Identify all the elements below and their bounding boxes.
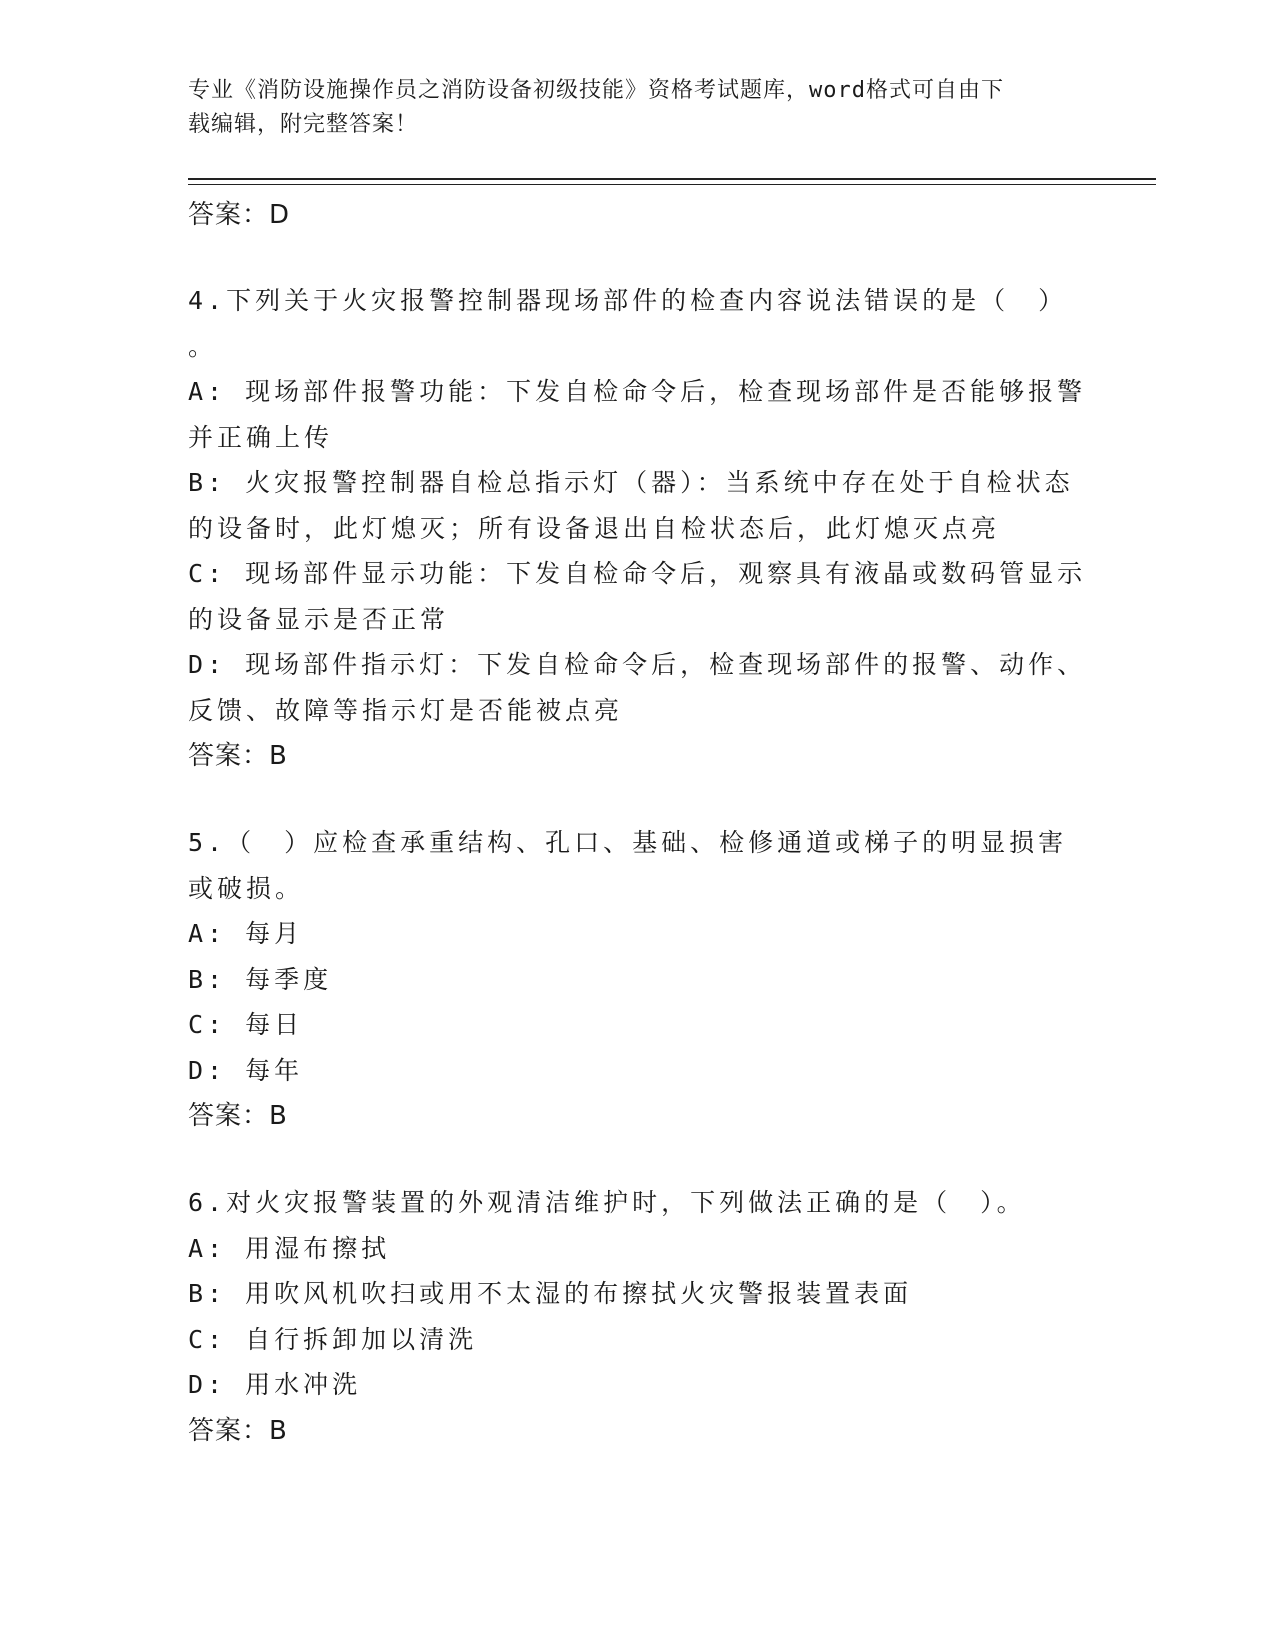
previous-answer: 答案：D xyxy=(188,200,291,230)
question-6-option-a: A: 用湿布擦拭 xyxy=(188,1233,391,1263)
question-4-option-b-line-1: B: 火灾报警控制器自检总指示灯（器）：当系统中存在处于自检状态 xyxy=(188,468,1074,497)
question-6 xyxy=(188,1180,1088,1454)
question-5-answer: 答案：B xyxy=(188,1101,288,1131)
question-4-option-a-line-1: A: 现场部件报警功能：下发自检命令后，检查现场部件是否能够报警 xyxy=(188,377,1087,406)
question-5-option-d: D: 每年 xyxy=(188,1055,304,1085)
question-4-option-c-line-1: C: 现场部件显示功能：下发自检命令后，观察具有液晶或数码管显示 xyxy=(188,559,1087,588)
header-divider-thin xyxy=(188,184,1156,185)
question-6-option-d: D: 用水冲洗 xyxy=(188,1370,362,1399)
question-4-option-b-line-2: 的设备时，此灯熄灭；所有设备退出自检状态后，此灯熄灭点亮 xyxy=(188,513,1001,543)
question-5-option-a: A: 每月 xyxy=(188,919,304,948)
question-5-option-c: C: 每日 xyxy=(188,1010,304,1039)
header-line-2: 载编辑，附完整答案！ xyxy=(188,112,419,137)
question-4-stem-line-2: 。 xyxy=(188,331,218,361)
question-4-option-d-line-2: 反馈、故障等指示灯是否能被点亮 xyxy=(188,695,624,725)
question-4-option-d-line-1: D: 现场部件指示灯：下发自检命令后，检查现场部件的报警、动作、 xyxy=(188,650,1087,679)
question-4 xyxy=(188,278,1088,779)
question-4-answer: 答案：B xyxy=(188,741,288,771)
header-divider-thick xyxy=(188,178,1156,180)
question-5-stem-line-2: 或破损。 xyxy=(188,873,305,903)
question-list xyxy=(188,192,1088,1454)
document-header xyxy=(188,74,1068,142)
question-5-stem-line-1: 5.（ ）应检查承重结构、孔口、基础、检修通道或梯子的明显损害 xyxy=(188,828,1068,857)
header-line-1: 专业《消防设施操作员之消防设备初级技能》资格考试题库，word格式可自由下 xyxy=(188,78,1004,103)
question-4-option-a-line-2: 并正确上传 xyxy=(188,422,334,452)
question-6-stem-line-1: 6.对火灾报警装置的外观清洁维护时，下列做法正确的是（ ）。 xyxy=(188,1188,1026,1217)
question-4-option-c-line-2: 的设备显示是否正常 xyxy=(188,604,450,634)
question-6-option-c: C: 自行拆卸加以清洗 xyxy=(188,1324,478,1354)
question-6-option-b: B: 用吹风机吹扫或用不太湿的布擦拭火灾警报装置表面 xyxy=(188,1279,913,1308)
question-4-stem-line-1: 4.下列关于火灾报警控制器现场部件的检查内容说法错误的是（ ） xyxy=(188,286,1068,315)
question-5-option-b: B: 每季度 xyxy=(188,964,333,994)
question-6-answer: 答案：B xyxy=(188,1415,288,1446)
question-5 xyxy=(188,820,1088,1139)
